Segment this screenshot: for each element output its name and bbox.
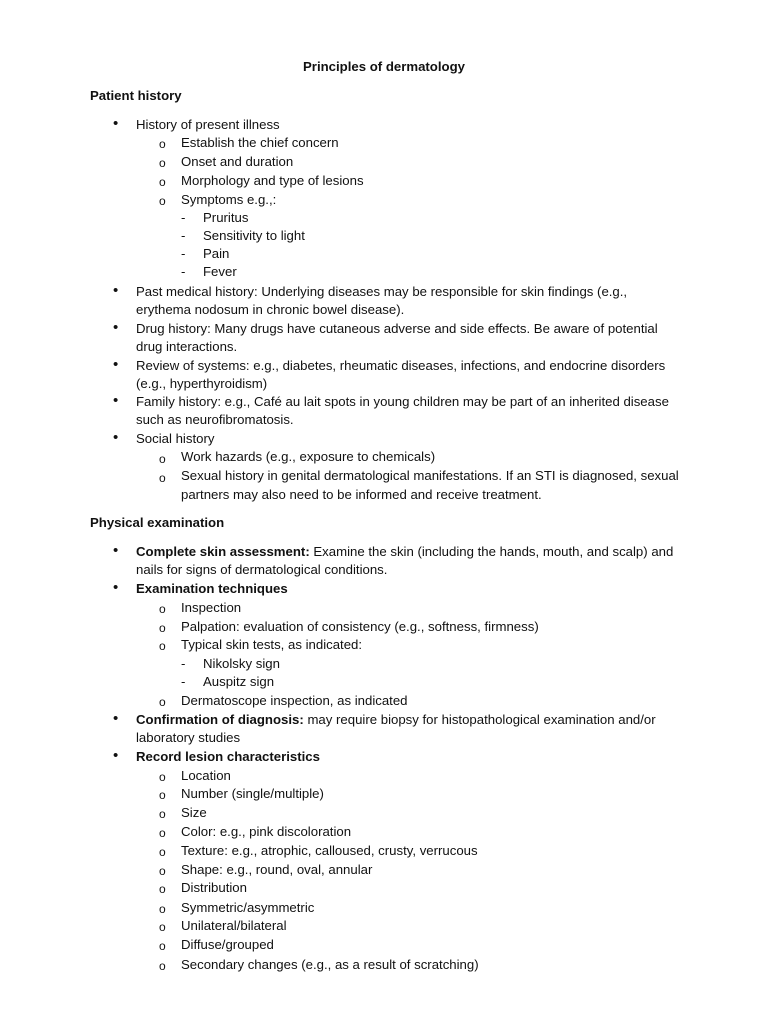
circle-marker: o	[159, 639, 166, 653]
dash-marker: -	[181, 264, 186, 279]
list-item-complete-assessment	[136, 543, 673, 561]
circle-marker: o	[159, 939, 166, 953]
dash-marker: -	[181, 656, 186, 671]
circle-marker: o	[159, 845, 166, 859]
bullet-marker: •	[113, 429, 119, 446]
list-item: Secondary changes (e.g., as a result of scratching)	[181, 957, 479, 972]
list-item-exam-techniques: Examination techniques	[136, 581, 288, 596]
circle-marker: o	[159, 452, 166, 466]
bullet-marker: •	[113, 115, 119, 132]
section-heading-patient-history: Patient history	[90, 88, 182, 103]
list-item: Texture: e.g., atrophic, calloused, crusty, verrucous	[181, 843, 478, 858]
circle-marker: o	[159, 156, 166, 170]
bullet-marker: •	[113, 356, 119, 373]
list-item: Location	[181, 768, 231, 783]
list-item-hpi: History of present illness	[136, 117, 280, 132]
list-item-cont: partners may also need to be informed and receive treatment.	[181, 487, 542, 502]
circle-marker: o	[159, 602, 166, 616]
term-text: Examine the skin (including the hands, mouth, and scalp) and	[309, 544, 674, 559]
list-item: Establish the chief concern	[181, 135, 339, 150]
circle-marker: o	[159, 695, 166, 709]
list-item-confirmation	[136, 711, 656, 729]
list-item: Symptoms e.g.,:	[181, 192, 277, 207]
list-item-family-history-cont: such as neurofibromatosis.	[136, 412, 294, 427]
list-item: Sexual history in genital dermatological manifestations. If an STI is diagnosed, sexual	[181, 468, 679, 483]
list-item-review-systems: Review of systems: e.g., diabetes, rheumatic diseases, infections, and endocrine disorders	[136, 358, 666, 373]
list-item: Palpation: evaluation of consistency (e.g., softness, firmness)	[181, 619, 539, 634]
bullet-marker: •	[113, 710, 119, 727]
list-item: Fever	[203, 264, 237, 279]
list-item: Size	[181, 805, 207, 820]
page-title: Principles of dermatology	[303, 59, 465, 74]
list-item-drug-history-cont: drug interactions.	[136, 339, 238, 354]
list-item: Unilateral/bilateral	[181, 918, 287, 933]
list-item-past-medical: Past medical history: Underlying diseases may be responsible for skin findings (e.g.,	[136, 284, 628, 299]
circle-marker: o	[159, 194, 166, 208]
list-item: Typical skin tests, as indicated:	[181, 637, 363, 652]
circle-marker: o	[159, 902, 166, 916]
list-item-record-lesion: Record lesion characteristics	[136, 749, 320, 764]
list-item-family-history: Family history: e.g., Café au lait spots in young children may be part of an inherited disease	[136, 394, 669, 409]
list-item-review-systems-cont: (e.g., hyperthyroidism)	[136, 376, 268, 391]
circle-marker: o	[159, 621, 166, 635]
bullet-marker: •	[113, 319, 119, 336]
circle-marker: o	[159, 137, 166, 151]
circle-marker: o	[159, 807, 166, 821]
list-item: Auspitz sign	[203, 674, 275, 689]
list-item: Number (single/multiple)	[181, 786, 324, 801]
circle-marker: o	[159, 826, 166, 840]
circle-marker: o	[159, 175, 166, 189]
list-item-confirmation-cont: laboratory studies	[136, 730, 241, 745]
list-item: Morphology and type of lesions	[181, 173, 364, 188]
bullet-marker: •	[113, 392, 119, 409]
dash-marker: -	[181, 246, 186, 261]
bullet-marker: •	[113, 579, 119, 596]
circle-marker: o	[159, 471, 166, 485]
circle-marker: o	[159, 920, 166, 934]
circle-marker: o	[159, 770, 166, 784]
list-item: Pain	[203, 246, 230, 261]
list-item: Work hazards (e.g., exposure to chemicals)	[181, 449, 436, 464]
circle-marker: o	[159, 788, 166, 802]
list-item: Dermatoscope inspection, as indicated	[181, 693, 408, 708]
bullet-marker: •	[113, 542, 119, 559]
list-item: Inspection	[181, 600, 242, 615]
list-item-complete-assessment-cont: nails for signs of dermatological conditions.	[136, 562, 388, 577]
term-text: may require biopsy for histopathological examination and/or	[303, 712, 656, 727]
dash-marker: -	[181, 210, 186, 225]
dash-marker: -	[181, 674, 186, 689]
term-label: Confirmation of diagnosis:	[136, 712, 304, 727]
list-item: Onset and duration	[181, 154, 294, 169]
circle-marker: o	[159, 882, 166, 896]
list-item: Nikolsky sign	[203, 656, 280, 671]
list-item: Sensitivity to light	[203, 228, 305, 243]
list-item: Shape: e.g., round, oval, annular	[181, 862, 373, 877]
list-item: Distribution	[181, 880, 247, 895]
list-item-past-medical-cont: erythema nodosum in chronic bowel disease).	[136, 302, 405, 317]
list-item: Symmetric/asymmetric	[181, 900, 315, 915]
dash-marker: -	[181, 228, 186, 243]
section-heading-physical-exam: Physical examination	[90, 515, 225, 530]
circle-marker: o	[159, 864, 166, 878]
bullet-marker: •	[113, 282, 119, 299]
circle-marker: o	[159, 959, 166, 973]
term-label: Complete skin assessment:	[136, 544, 310, 559]
list-item-social-history: Social history	[136, 431, 215, 446]
list-item: Diffuse/grouped	[181, 937, 274, 952]
bullet-marker: •	[113, 747, 119, 764]
list-item: Color: e.g., pink discoloration	[181, 824, 352, 839]
list-item: Pruritus	[203, 210, 249, 225]
list-item-drug-history: Drug history: Many drugs have cutaneous adverse and side effects. Be aware of potential	[136, 321, 658, 336]
